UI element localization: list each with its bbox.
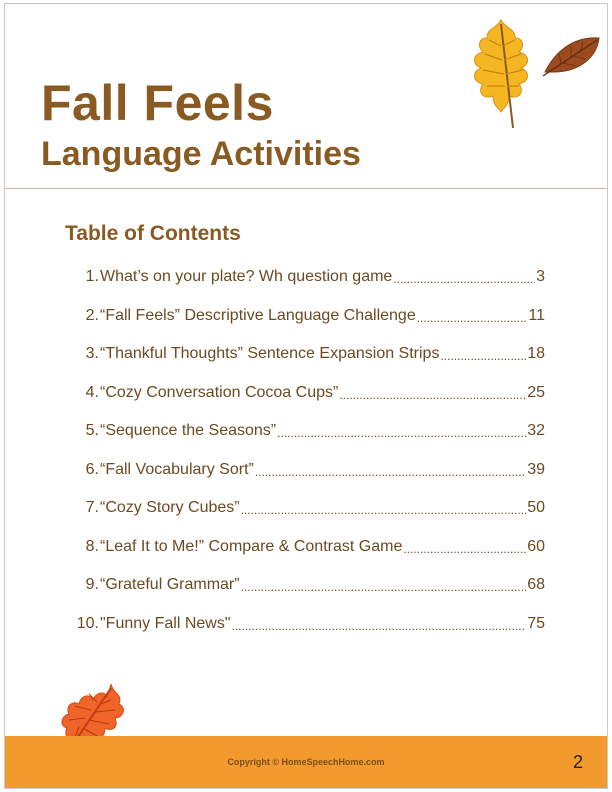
- toc-leader-dots: [339, 384, 526, 402]
- toc-list: [65, 258, 545, 643]
- toc-leader-dots: [241, 576, 527, 594]
- toc-item-number: 8.: [85, 537, 99, 555]
- toc-item-number: 4.: [85, 383, 99, 401]
- toc-item-number: 3.: [85, 345, 99, 363]
- toc-item[interactable]: [65, 605, 545, 644]
- toc-leader-dots: [232, 615, 527, 633]
- toc-item-number: 10.: [76, 614, 99, 632]
- toc-item-title: “Fall Vocabulary Sort”: [100, 460, 254, 478]
- toc-item[interactable]: [65, 451, 545, 490]
- toc-item-page: 50: [527, 499, 545, 517]
- toc-item-page: 60: [527, 537, 545, 555]
- toc-leader-dots: [403, 538, 526, 556]
- toc-item-title: “Leaf It to Me!” Compare & Contrast Game: [100, 537, 403, 555]
- toc-item-page: 25: [527, 383, 545, 401]
- header-divider: [5, 188, 607, 189]
- toc-item-number: 5.: [85, 422, 99, 440]
- toc-leader-dots: [241, 499, 527, 517]
- toc-item[interactable]: [65, 335, 545, 374]
- toc-item-page: 68: [527, 576, 545, 594]
- toc-item[interactable]: [65, 374, 545, 413]
- toc-item-title: “Sequence the Seasons”: [100, 422, 277, 440]
- copyright-text: Copyright © HomeSpeechHome.com: [227, 757, 385, 767]
- toc-item-page: 3: [536, 268, 545, 286]
- toc-leader-dots: [277, 422, 526, 440]
- toc-item-number: 6.: [85, 460, 99, 478]
- toc-item-number: 1.: [85, 268, 99, 286]
- toc-item-page: 32: [527, 422, 545, 440]
- document-page: [4, 3, 608, 789]
- toc-item-page: 18: [527, 345, 545, 363]
- toc-item-page: 39: [527, 460, 545, 478]
- toc-item-title: "Funny Fall News": [100, 614, 231, 632]
- toc-item[interactable]: [65, 297, 545, 336]
- yellow-oak-leaf-icon: [461, 16, 541, 134]
- toc-item[interactable]: [65, 528, 545, 567]
- toc-item[interactable]: [65, 566, 545, 605]
- toc-item-page: 75: [527, 614, 545, 632]
- toc-item-title: “Thankful Thoughts” Sentence Expansion Strips: [100, 345, 440, 363]
- toc-item-title: “Grateful Grammar”: [100, 576, 240, 594]
- toc-leader-dots: [255, 461, 526, 479]
- toc-item-number: 2.: [85, 306, 99, 324]
- toc-item-number: 9.: [85, 576, 99, 594]
- toc-leader-dots: [393, 268, 535, 286]
- brown-leaf-icon: [541, 32, 603, 80]
- toc-item-title: “Cozy Conversation Cocoa Cups”: [100, 383, 339, 401]
- page-number: 2: [572, 752, 583, 772]
- toc-leader-dots: [417, 307, 528, 325]
- toc-item-title: “Cozy Story Cubes”: [100, 499, 240, 517]
- toc-item-title: What’s on your plate? Wh question game: [100, 268, 393, 286]
- toc-leader-dots: [440, 345, 526, 363]
- toc-item[interactable]: [65, 412, 545, 451]
- toc-item[interactable]: [65, 489, 545, 528]
- toc-heading: Table of Contents: [65, 222, 241, 245]
- toc-item-title: “Fall Feels” Descriptive Language Challenge: [100, 306, 416, 324]
- toc-item-page: 11: [528, 306, 545, 324]
- toc-item[interactable]: [65, 258, 545, 297]
- title-subtitle: Language Activities: [41, 135, 361, 173]
- toc-item-number: 7.: [85, 499, 99, 517]
- title-main: Fall Feels: [41, 75, 274, 131]
- footer-band: [5, 736, 607, 788]
